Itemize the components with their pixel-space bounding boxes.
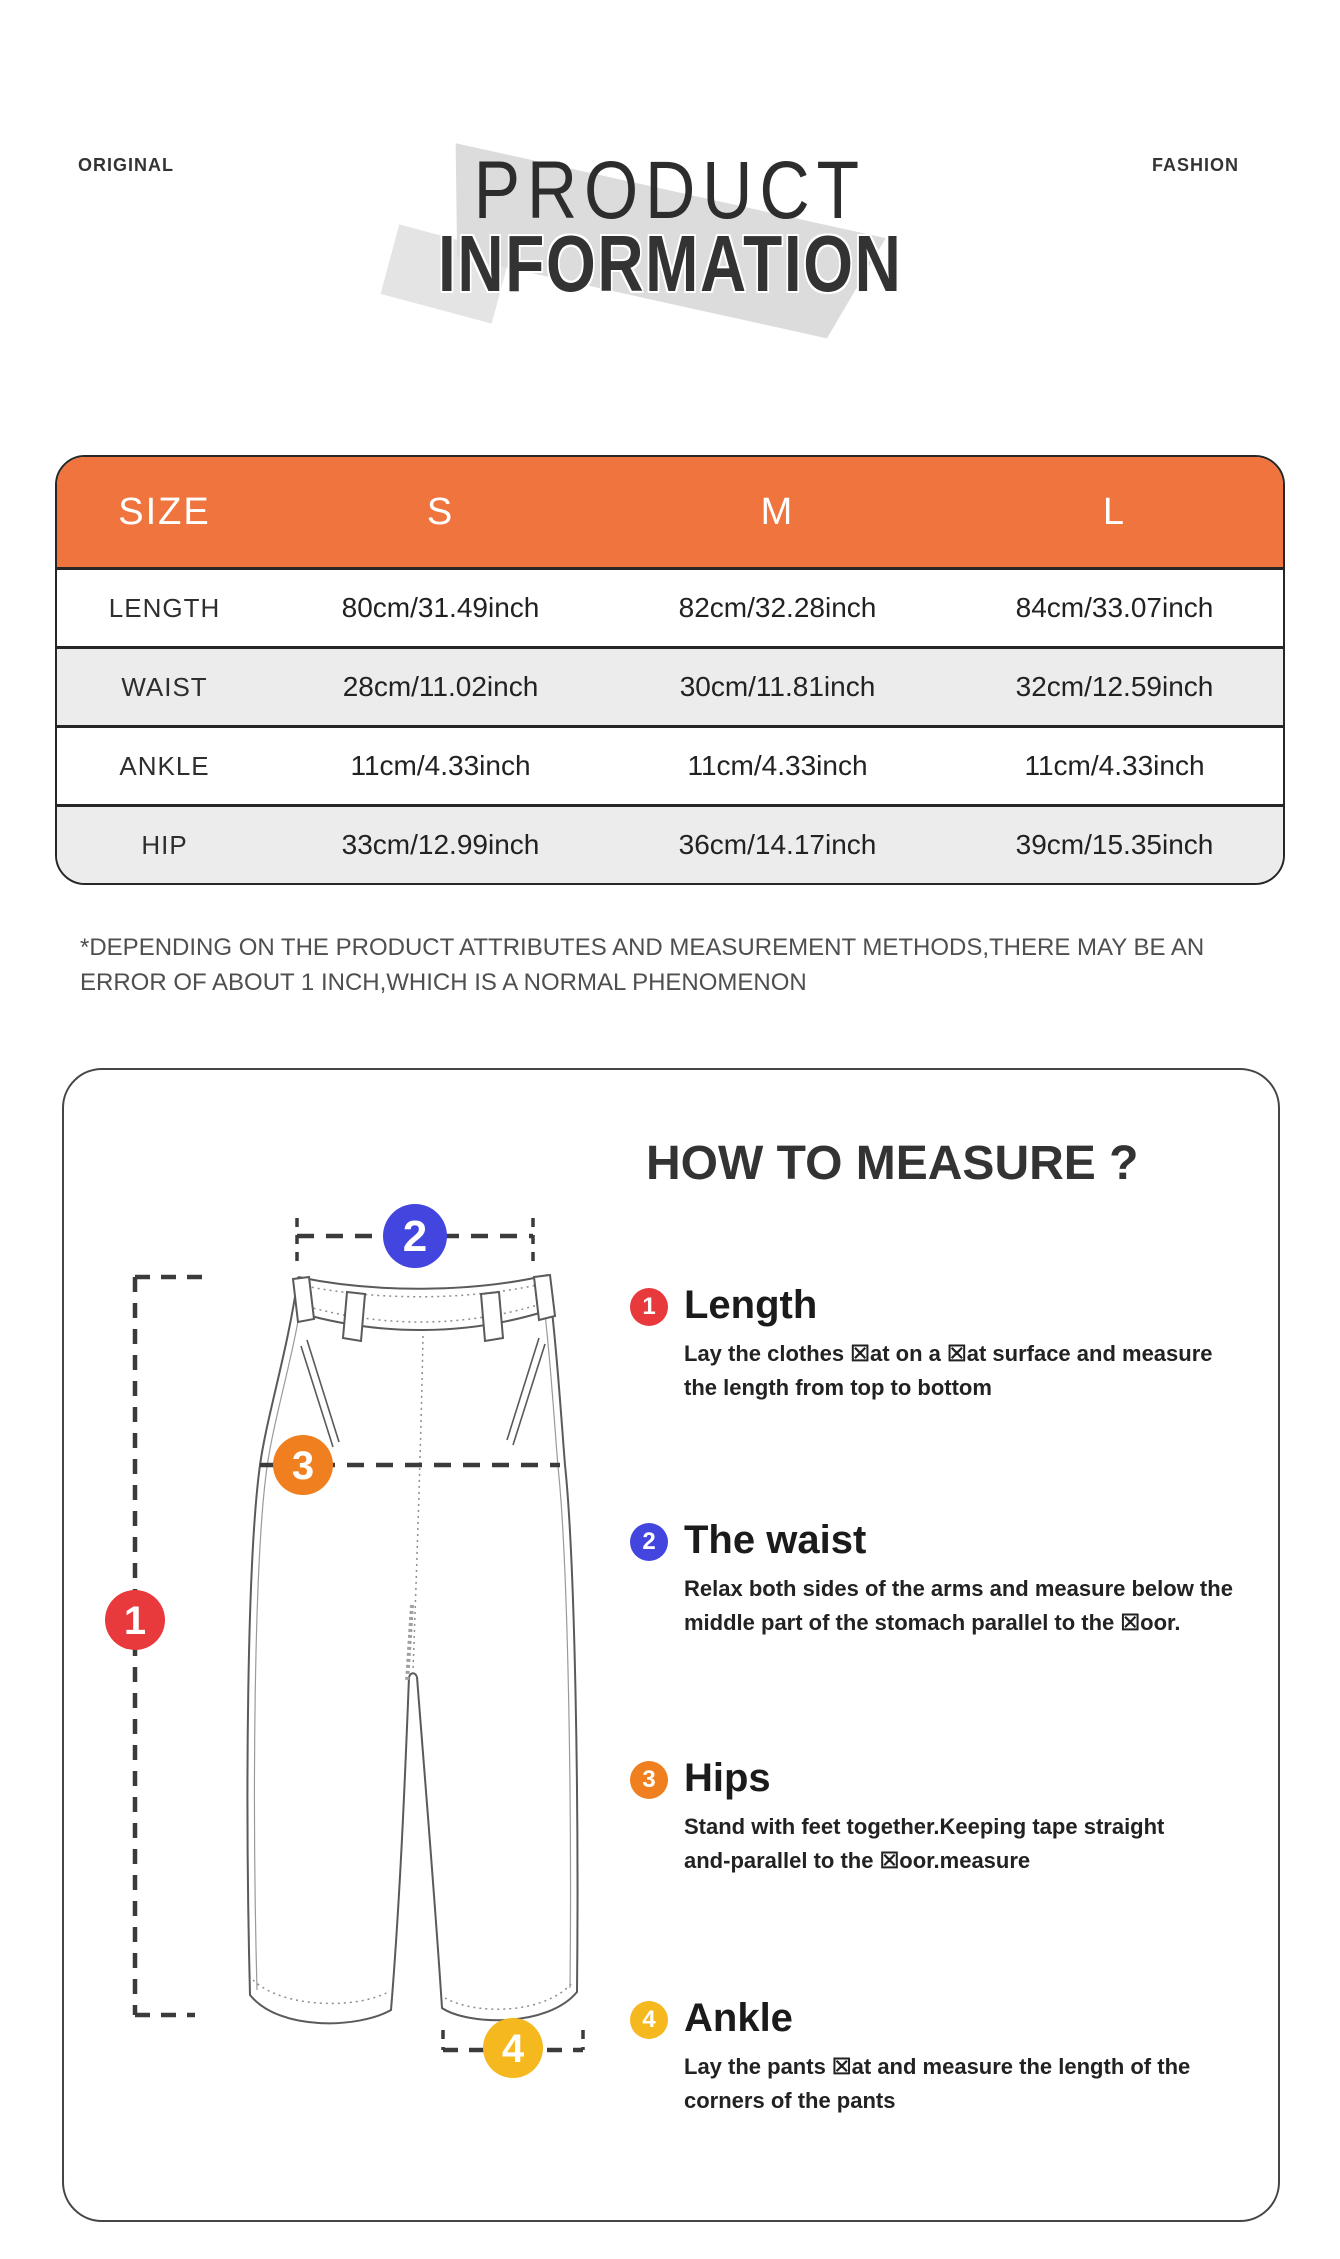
waist-text-line-2: middle part of the stomach parallel to the ☒oor. (684, 1610, 1181, 1635)
cell-s: 33cm/12.99inch (341, 829, 540, 860)
waist-badge: 2 (630, 1523, 668, 1561)
hips-heading: Hips (684, 1756, 771, 1800)
cell-l: 39cm/15.35inch (1015, 829, 1214, 860)
size-table-header (57, 457, 1283, 567)
waist-content (684, 1517, 1259, 1640)
table-row-ankle (57, 725, 1283, 804)
size-table-col-l: L (1102, 490, 1127, 533)
hips-text-line-1: Stand with feet together.Keeping tape straight (684, 1814, 1165, 1839)
measure-item-hips (630, 1755, 1259, 1878)
length-text-line-2: the length from top to bottom (684, 1375, 992, 1400)
table-row-length (57, 567, 1283, 646)
measurement-disclaimer (80, 930, 1260, 1000)
belt-loops (293, 1275, 555, 1341)
table-row-waist (57, 646, 1283, 725)
diagram-badge-1: 1 (123, 1599, 147, 1643)
cell-s: 80cm/31.49inch (341, 592, 540, 623)
size-table-col-size: SIZE (118, 490, 211, 533)
row-label: ANKLE (119, 750, 210, 781)
pants-diagram (95, 1180, 635, 2140)
disclaimer-line-2: ERROR OF ABOUT 1 INCH,WHICH IS A NORMAL PHENOMENON (80, 969, 807, 996)
page-title-information: INFORMATION (437, 219, 903, 308)
table-row-hip (57, 804, 1283, 883)
size-table (55, 455, 1285, 885)
pants-outline (247, 1275, 577, 2023)
fashion-tag: FASHION (1152, 155, 1240, 175)
row-label: LENGTH (108, 592, 221, 623)
cell-l: 32cm/12.59inch (1015, 671, 1214, 702)
pants-stitching (253, 1283, 573, 2009)
size-table-col-m: M (760, 490, 795, 533)
measure-item-waist (630, 1517, 1259, 1640)
waist-text-line-1: Relax both sides of the arms and measure below the (684, 1576, 1233, 1601)
cell-m: 82cm/32.28inch (678, 592, 877, 623)
waist-heading: The waist (684, 1518, 867, 1562)
cell-l: 11cm/4.33inch (1024, 750, 1205, 781)
cell-l: 84cm/33.07inch (1015, 592, 1214, 623)
cell-s: 11cm/4.33inch (350, 750, 531, 781)
size-table-col-s: S (426, 490, 455, 533)
row-label: HIP (141, 829, 188, 860)
diagram-badge-2: 2 (402, 1212, 428, 1261)
page-title-row-2 (0, 219, 1340, 308)
hips-badge: 3 (630, 1761, 668, 1799)
diagram-badge-4: 4 (501, 2027, 525, 2071)
length-heading: Length (684, 1283, 818, 1327)
how-to-measure-title: HOW TO MEASURE ? (646, 1137, 1139, 1190)
page-title-product: PRODUCT (473, 145, 867, 236)
ankle-content (684, 1995, 1259, 2118)
measure-item-length (630, 1282, 1259, 1405)
cell-m: 30cm/11.81inch (679, 671, 876, 702)
ankle-text-line-2: corners of the pants (684, 2088, 896, 2113)
measure-item-ankle (630, 1995, 1259, 2118)
disclaimer-line-1: *DEPENDING ON THE PRODUCT ATTRIBUTES AND MEASUREMENT METHODS,THERE MAY BE AN (80, 934, 1205, 961)
length-text-line-1: Lay the clothes ☒at on a ☒at surface and measure (684, 1341, 1213, 1366)
ankle-text-line-1: Lay the pants ☒at and measure the length of the (684, 2054, 1191, 2079)
cell-m: 36cm/14.17inch (678, 829, 877, 860)
diagram-badge-3: 3 (291, 1444, 315, 1488)
row-label: WAIST (121, 671, 208, 702)
hips-text-line-2: and-parallel to the ☒oor.measure (684, 1848, 1031, 1873)
length-badge: 1 (630, 1288, 668, 1326)
cell-m: 11cm/4.33inch (687, 750, 868, 781)
cell-s: 28cm/11.02inch (342, 671, 539, 702)
hips-content (684, 1755, 1259, 1878)
length-content (684, 1282, 1259, 1405)
ankle-badge: 4 (630, 2001, 668, 2039)
fly-hatch (407, 1605, 412, 1682)
ankle-heading: Ankle (684, 1996, 793, 2040)
original-tag: ORIGINAL (78, 155, 174, 175)
